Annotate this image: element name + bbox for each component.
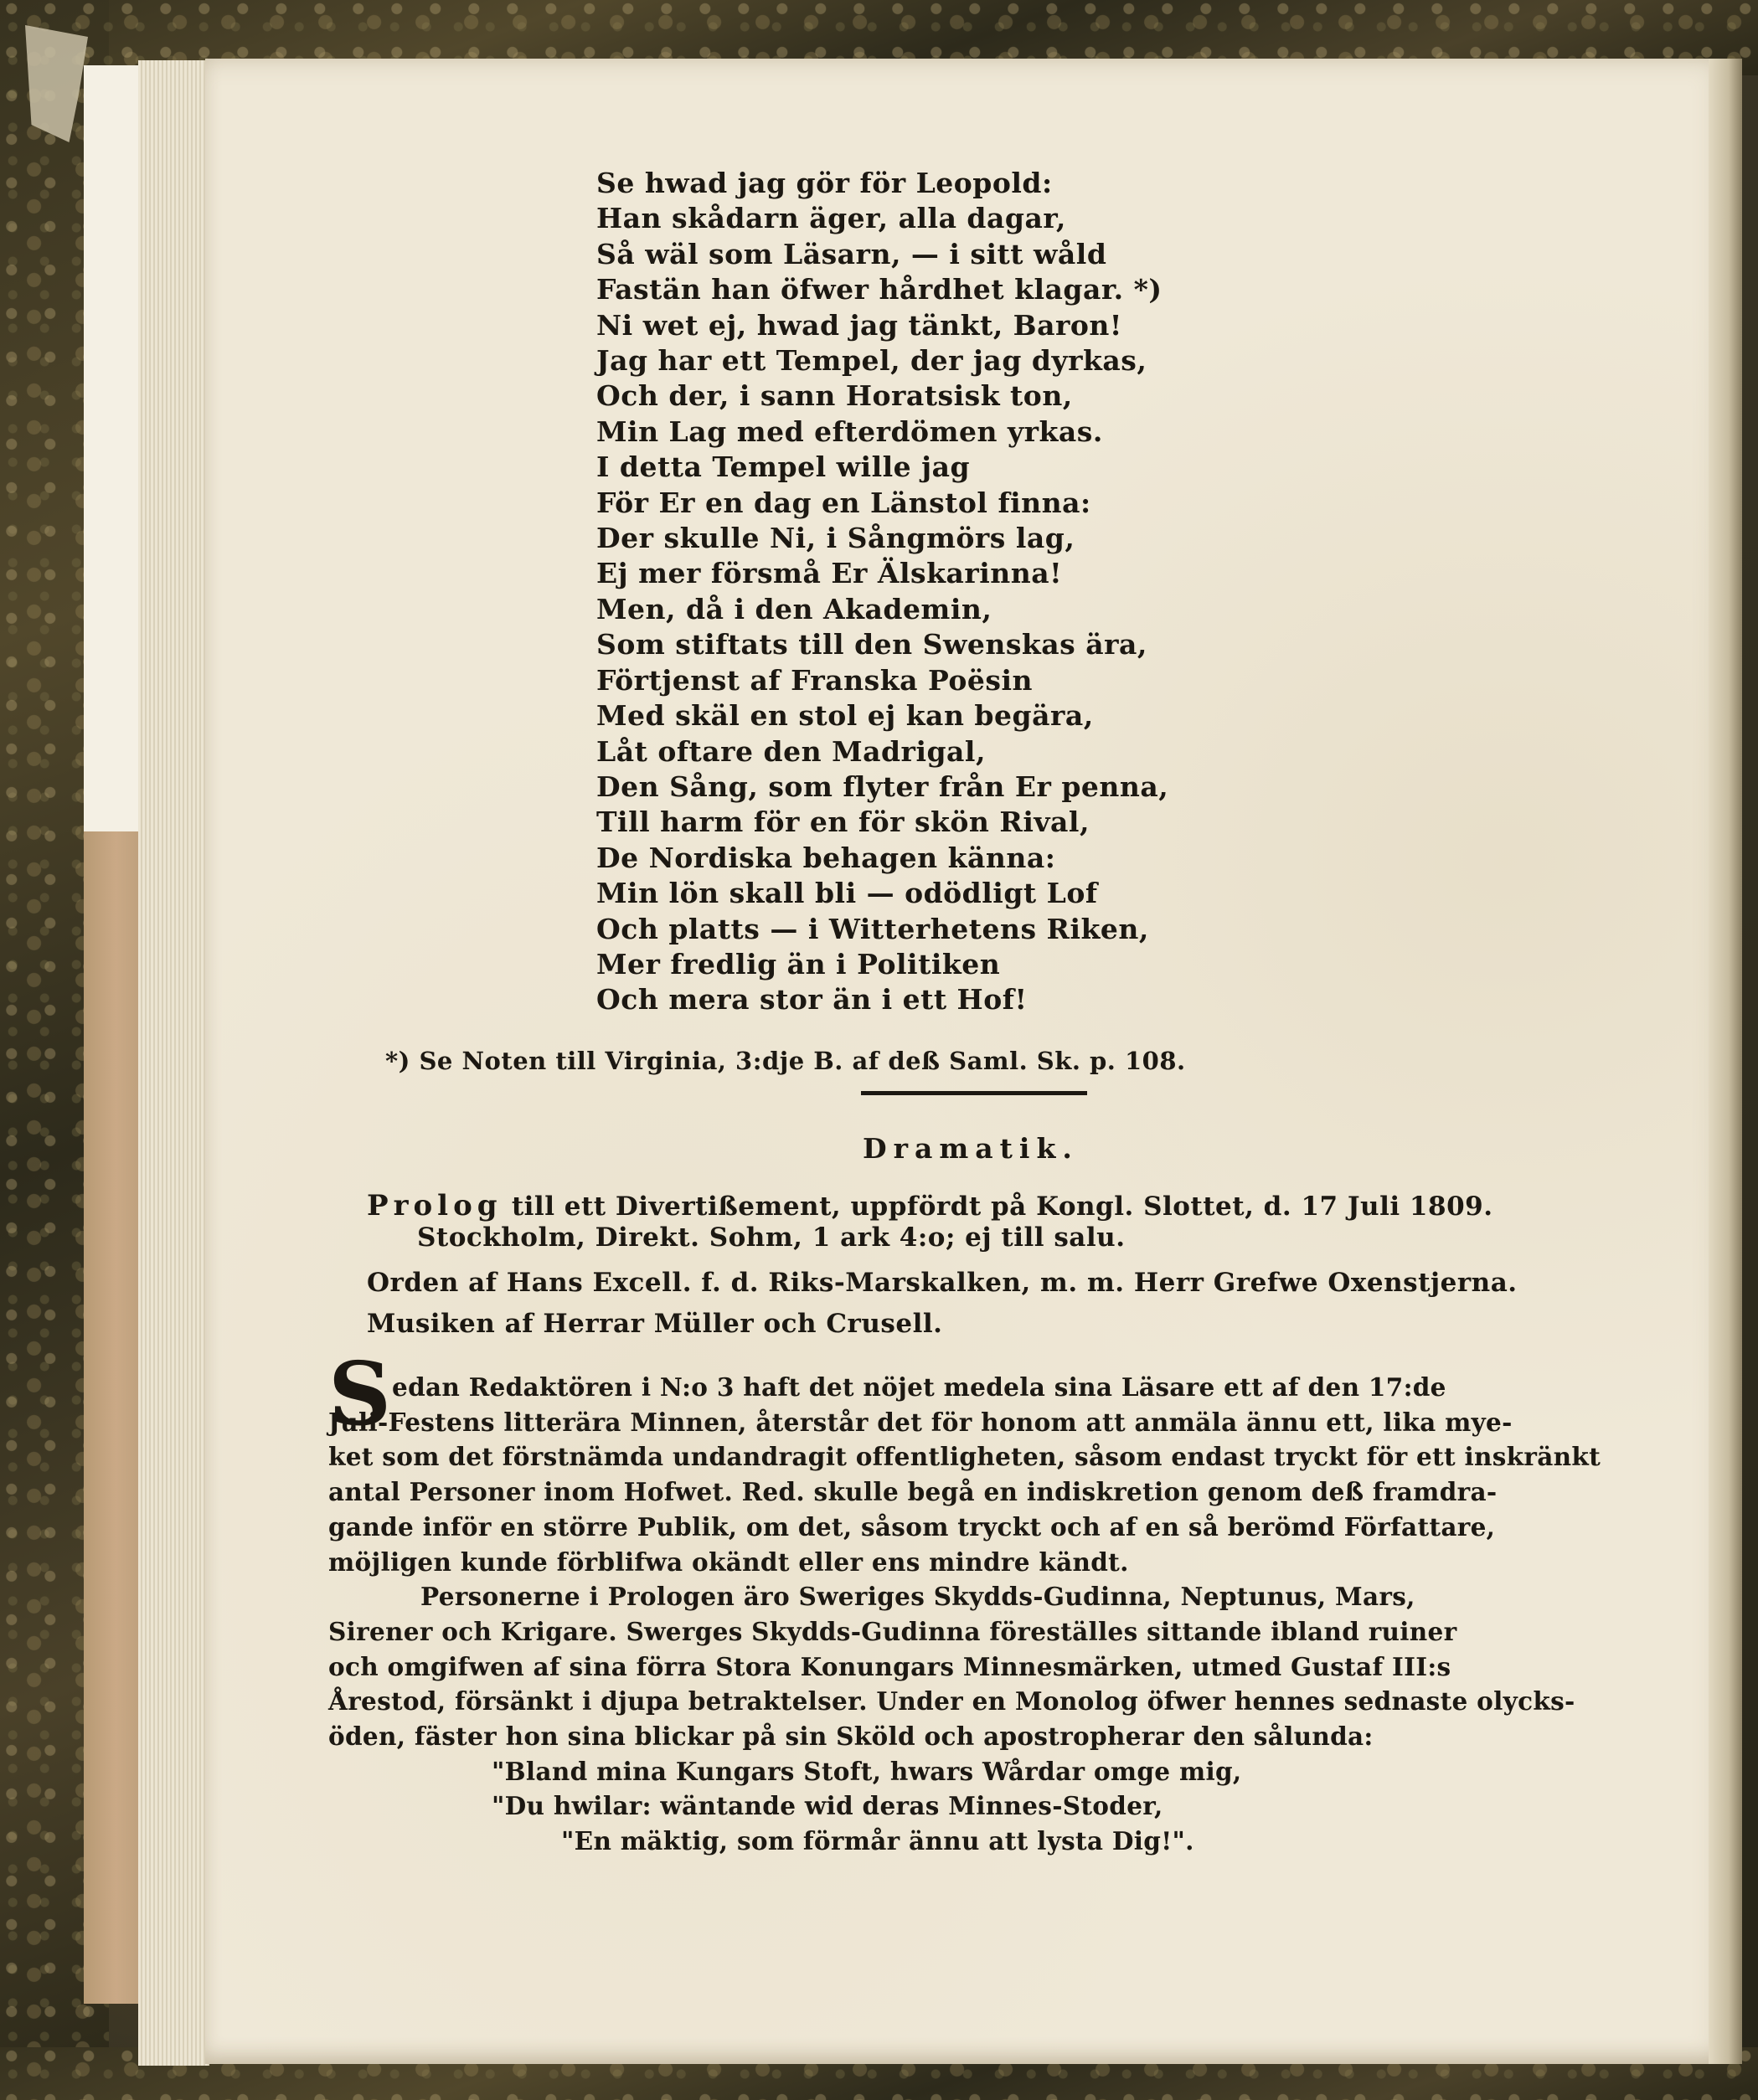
article-line: Juli-Festens litterära Minnen, återstår det för honom att anmäla ännu ett, lika mye- [328,1407,1513,1437]
poem-line: Låt oftare den Madrigal, [596,734,986,768]
poem-line: Som stiftats till den Swenskas ära, [596,628,1147,661]
quote-line: "En mäktig, som förmår ännu att lysta Dig!". [561,1826,1194,1856]
section-divider [861,1091,1087,1095]
prolog-title-rest: till ett Divertißement, uppfördt på Kongl. Slottet, d. 17 Juli 1809. [502,1192,1493,1222]
poem-line: I detta Tempel wille jag [596,450,971,484]
poem-line: Min Lag med efterdömen yrkas. [596,414,1103,448]
article-line: Personerne i Prologen äro Sweriges Skydds-Gudinna, Neptunus, Mars, [420,1582,1415,1612]
article-line: Årestod, försänkt i djupa betraktelser. Under en Monolog öfwer hennes sednaste olycks- [328,1686,1575,1717]
poem-line: Och platts — i Witterhetens Riken, [596,912,1149,945]
poem-line: Men, då i den Akademin, [596,592,992,625]
drop-cap: S [328,1342,392,1445]
prolog-title-line [367,1189,1493,1222]
prolog-publication-line: Stockholm, Direkt. Sohm, 1 ark 4:o; ej till salu. [417,1222,1126,1253]
page-edge-white [84,65,142,831]
poem-line: Till harm för en för skön Rival, [596,806,1090,839]
poem-line: Och mera stor än i ett Hof! [596,983,1028,1017]
poem-line: För Er en dag en Länstol finna: [596,486,1091,519]
article-block [328,1342,1618,1859]
poem-line: Med skäl en stol ej kan begära, [596,699,1094,733]
poem-line: Ej mer försmå Er Älskarinna! [596,557,1063,590]
poem-line: Der skulle Ni, i Sångmörs lag, [596,522,1075,555]
article-line: möjligen kunde förblifwa okändt eller ens mindre kändt. [328,1547,1129,1577]
quote-line: "Bland mina Kungars Stoft, hwars Wårdar omge mig, [492,1756,1242,1786]
section-heading: Dramatik. [863,1132,1079,1165]
poem-line: Ni wet ej, hwad jag tänkt, Baron! [596,308,1122,342]
article-line: gande inför en större Publik, om det, såsom tryckt och af en så berömd Författare, [328,1511,1496,1542]
article-line: ket som det förstnämda undandragit offentligheten, såsom endast tryckt för ett inskränkt [328,1442,1601,1472]
poem-line: Mer fredlig än i Politiken [596,947,1001,981]
poem-line: De Nordiska behagen känna: [596,841,1056,874]
poem-line: Se hwad jag gör för Leopold: [596,167,1053,199]
prolog-author-line: Orden af Hans Excell. f. d. Riks-Marskalken, m. m. Herr Grefwe Oxenstjerna. [367,1268,1518,1298]
poem-block [596,166,1350,1018]
poem-line: Fastän han öfwer hårdhet klagar. *) [596,273,1163,306]
article-line: antal Personer inom Hofwet. Red. skulle begå en indiskretion genom deß framdra- [328,1477,1498,1507]
page-edge-brown [84,831,142,2004]
prolog-lead-word: Prolog [367,1189,503,1222]
article-line: och omgifwen af sina förra Stora Konungars Minnesmärken, utmed Gustaf III:s [328,1651,1451,1681]
article-line: edan Redaktören i N:o 3 haft det nöjet medela sina Läsare ett af den 17:de [392,1372,1446,1402]
poem-line: Den Sång, som flyter från Er penna, [596,769,1169,803]
article-line: öden, fäster hon sina blickar på sin Sköld och apostropherar den sålunda: [328,1722,1374,1752]
poem-line: Så wäl som Läsarn, — i sitt wåld [596,237,1107,270]
poem-line: Jag har ett Tempel, der jag dyrkas, [596,344,1147,378]
footnote: *) Se Noten till Virginia, 3:dje B. af deß Saml. Sk. p. 108. [385,1047,1186,1075]
poem-line: Han skådarn äger, alla dagar, [596,202,1066,235]
quote-line: "Du hwilar: wäntande wid deras Minnes-Stoder, [492,1791,1163,1821]
poem-line: Förtjenst af Franska Poësin [596,663,1034,697]
poem-line: Min lön skall bli — odödligt Lof [596,877,1098,910]
prolog-music-line: Musiken af Herrar Müller och Crusell. [367,1309,943,1339]
article-line: Sirener och Krigare. Swerges Skydds-Gudinna föreställes sittande ibland ruiner [328,1616,1457,1646]
page-gutter-shadow [1709,59,1742,2064]
leaf-stack [138,60,209,2066]
poem-line: Och der, i sann Horatsisk ton, [596,379,1073,413]
